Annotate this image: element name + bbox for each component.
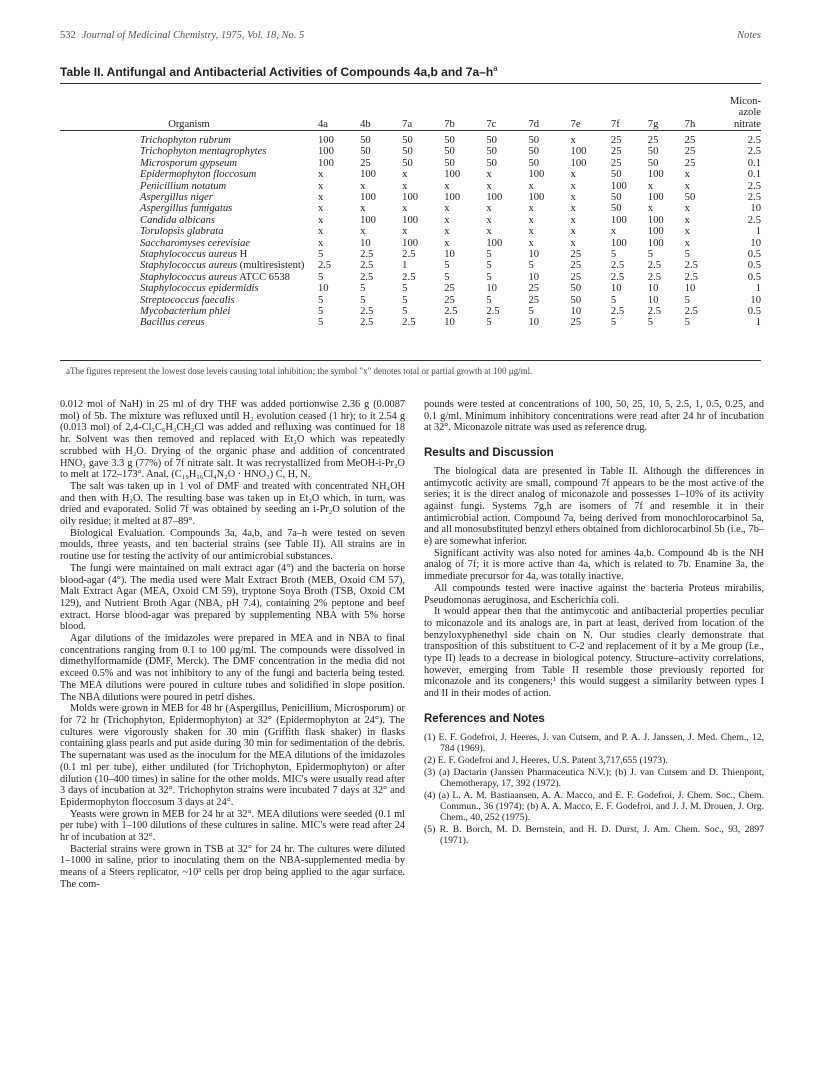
value-cell: x xyxy=(528,226,534,238)
value-cell: 2.5 xyxy=(402,271,416,283)
value-cell: 50 xyxy=(444,135,455,147)
value-cell: 25 xyxy=(684,157,696,169)
table-title: Table II. Antifungal and Antibacterial Activities of Compounds 4a,b and $7a-h^a$ xyxy=(60,64,498,79)
value-cell: x xyxy=(570,203,576,215)
value-cell: x xyxy=(444,203,450,215)
value-cell: x xyxy=(610,226,617,238)
value-cell: 5 xyxy=(444,271,450,283)
column-header-miconazole: Micon- azole nitrate xyxy=(729,95,761,130)
table-top-rule xyxy=(60,83,761,84)
table-bottom-rule xyxy=(60,360,761,361)
value-cell: x xyxy=(486,214,492,226)
value-cell: 50 xyxy=(570,294,582,306)
value-cell: 5 xyxy=(610,294,617,306)
value-cell: 100 xyxy=(570,146,587,158)
organism-cell: Mycobacterium phlei xyxy=(140,305,231,317)
paragraph: The biological data are presented in Table II. Although the differences in antimycotic activity are small, compound 7f appears to be the most active of the series; it is the direct analog of miconazole and possesses 1–10% of its activity against fungi. Systems 7g,h are isomers of 7f and resemble it in their antimicrobial action. Compound 7a, being derived from monochlorocarbinol 5a, and all monosubstituted benzyl ethers obtained from dichlorocarbinol 5b (i.e., 7b–e) are somewhat inferior. xyxy=(424,465,764,548)
value-cell: 50 xyxy=(360,146,371,158)
value-cell: 100 xyxy=(486,192,503,203)
value-cell: 0.5 xyxy=(747,305,761,317)
value-cell: x xyxy=(528,203,534,215)
value-cell: 10 xyxy=(647,294,659,306)
value-cell: 100 xyxy=(647,214,664,226)
value-cell: 5 xyxy=(647,248,654,260)
table-row xyxy=(60,131,761,147)
value-cell: 2.5 xyxy=(747,180,761,192)
value-cell: x xyxy=(402,169,408,181)
table-row xyxy=(60,283,761,294)
organism-cell: Trichophyton rubrum xyxy=(140,135,231,147)
value-cell: 2.5 xyxy=(647,305,662,317)
value-cell: x xyxy=(360,203,366,215)
value-cell: 2.5 xyxy=(444,305,458,317)
value-cell: 10 xyxy=(750,294,761,306)
value-cell: 25 xyxy=(528,283,540,295)
value-cell: 50 xyxy=(528,146,540,158)
value-cell: x xyxy=(570,214,576,226)
value-cell: 2.5 xyxy=(647,271,662,283)
column-header-organism: Organism xyxy=(168,118,210,130)
value-cell: 25 xyxy=(444,294,455,306)
value-cell: 5 xyxy=(317,317,324,329)
column-header-7d: 7d xyxy=(528,118,540,130)
value-cell: 10 xyxy=(360,237,371,249)
value-cell: 25 xyxy=(610,146,622,158)
organism-cell: Staphylococcus epidermidis xyxy=(140,283,259,295)
value-cell: 2.5 xyxy=(647,260,662,272)
organism-cell: Saccharomyses cerevisiae xyxy=(140,237,251,249)
value-cell: 2.5 xyxy=(747,214,761,226)
value-cell: 25 xyxy=(610,135,622,147)
value-cell: 100 xyxy=(570,157,587,169)
value-cell: 50 xyxy=(444,157,455,169)
paragraph: Yeasts were grown in MEB for 24 hr at 32°. MEA dilutions were seeded (0.1 ml per tube) with 1–100 dilutions of these cultures in saline. MIC's were read after 24 hr of incubation at 32°. xyxy=(60,808,405,844)
value-cell: 0.5 xyxy=(747,260,761,272)
value-cell: 50 xyxy=(486,146,497,158)
value-cell: 100 xyxy=(610,214,627,226)
value-cell: 25 xyxy=(444,283,455,295)
organism-cell: Torulopsis glabrata xyxy=(140,226,224,238)
value-cell: 10 xyxy=(317,283,329,295)
journal-name: Journal of Medicinal Chemistry, 1975, Vol. 18, No. 5 xyxy=(81,30,305,41)
value-cell: 100 xyxy=(360,192,376,203)
value-cell: 50 xyxy=(570,283,582,295)
value-cell: 10 xyxy=(528,271,540,283)
value-cell: 10 xyxy=(486,283,497,295)
organism-cell: Streptococcus faecalis xyxy=(140,294,235,306)
value-cell: x xyxy=(402,226,408,238)
value-cell: 100 xyxy=(402,214,419,226)
value-cell: 5 xyxy=(528,305,534,317)
value-cell: 1 xyxy=(755,226,761,238)
value-cell: 2.5 xyxy=(360,305,374,317)
value-cell: 50 xyxy=(444,146,455,158)
organism-cell: Penicillium notatum xyxy=(140,180,227,192)
value-cell: 100 xyxy=(444,192,461,203)
value-cell: x xyxy=(444,214,450,226)
value-cell: x xyxy=(317,203,324,215)
table-row xyxy=(60,238,761,249)
value-cell: x xyxy=(444,226,450,238)
paragraph: Molds were grown in MEB for 48 hr (Aspergillus, Penicillium, Microsporum) or for 72 hr (Trichophyton, Epidermophyton) at 32° (Epidermophyton at 24°). The cultures were vigorously shaken for 30 min (Griffith flask shaker) in flasks containing glass pearls and put aside during 30 min for sedimentation of the debris. The supernatant was used as the inoculum for the MEA dilutions of the imidazoles (0.1 ml per tube), either undiluted (for Trichophyton, Epidermophyton) or after dilution (10–400 times) in saline for the other molds. MIC's were usually read after 3 days of incubation at 32°. Trichophyton strains were incubated 7 days at 32° and Epidermophyton floccosum 3 days at 24°. xyxy=(60,703,405,808)
value-cell: x xyxy=(402,203,408,215)
table-row xyxy=(60,169,761,180)
value-cell: 100 xyxy=(402,237,419,249)
value-cell: 5 xyxy=(444,260,450,272)
value-cell: 50 xyxy=(610,192,622,203)
table-row xyxy=(60,294,761,305)
value-cell: x xyxy=(684,226,690,238)
value-cell: 25 xyxy=(610,157,622,169)
value-cell: 10 xyxy=(684,283,696,295)
value-cell: 50 xyxy=(528,157,540,169)
organism-cell: Microsporum gypseum xyxy=(140,157,237,169)
column-header-7b: 7b xyxy=(444,118,455,130)
value-cell: 100 xyxy=(647,192,664,203)
paragraph: The fungi were maintained on malt extract agar (4°) and the bacteria on horse blood-agar (4°). The media used were Malt Extract Broth (MEB, Oxoid CM 57), Malt Extract Agar (MEA, Oxoid CM 59), tryptone Soya Broth (TSB, Oxoid CM 129), and Nutrient Broth Agar (NBA, pH 7.4), containing 2% peptone and beef extract. Horse blood-agar was prepared by supplementing NBA with 5% horse blood. xyxy=(60,562,405,633)
value-cell: x xyxy=(647,180,654,192)
value-cell: 50 xyxy=(360,135,371,147)
value-cell: 5 xyxy=(402,283,408,295)
value-cell: x xyxy=(317,226,324,238)
value-cell: x xyxy=(317,192,324,203)
value-cell: 100 xyxy=(528,169,545,181)
value-cell: 2.5 xyxy=(610,271,625,283)
value-cell: 2.5 xyxy=(747,192,761,203)
column-header-7e: 7e xyxy=(570,118,581,130)
value-cell: 25 xyxy=(684,146,696,158)
value-cell: 100 xyxy=(317,146,334,158)
value-cell: x xyxy=(402,180,408,192)
value-cell: 2.5 xyxy=(360,271,374,283)
value-cell: 5 xyxy=(317,271,324,283)
column-header-7h: 7h xyxy=(684,118,696,130)
value-cell: 5 xyxy=(684,294,690,306)
value-cell: 50 xyxy=(684,192,696,203)
paragraph: Significant activity was also noted for amines 4a,b. Compound 4b is the NH analog of 7f; it is more active than 4a, which is related to 7b. Enamine 3a, the immediate precursor for 4a, was totally inactive. xyxy=(424,547,764,583)
value-cell: 5 xyxy=(486,294,492,306)
value-cell: 2.5 xyxy=(402,248,416,260)
value-cell: 100 xyxy=(647,169,664,181)
value-cell: 50 xyxy=(528,135,540,147)
reference-item: (5) R. B. Borch, M. D. Bernstein, and H. D. Durst, J. Am. Chem. Soc., 93, 2897 (1971). xyxy=(424,823,764,846)
table-row xyxy=(60,192,761,203)
value-cell: x xyxy=(684,237,690,249)
value-cell: x xyxy=(317,237,324,249)
value-cell: 100 xyxy=(317,157,334,169)
value-cell: 2.5 xyxy=(402,317,416,329)
value-cell: x xyxy=(647,203,654,215)
value-cell: 50 xyxy=(647,146,659,158)
value-cell: 2.5 xyxy=(747,146,761,158)
value-cell: x xyxy=(570,135,576,147)
value-cell: 10 xyxy=(750,237,761,249)
value-cell: 0.1 xyxy=(747,169,761,181)
value-cell: 5 xyxy=(610,248,617,260)
value-cell: 25 xyxy=(360,157,371,169)
value-cell: x xyxy=(684,203,690,215)
table-footnote: aThe figures represent the lowest dose levels causing total inhibition; the symbol "x" denotes total or partial growth at 100 μg/ml. xyxy=(66,366,533,376)
value-cell: 25 xyxy=(684,135,696,147)
value-cell: 2.5 xyxy=(360,260,374,272)
value-cell: 10 xyxy=(647,283,659,295)
table-row xyxy=(60,158,761,169)
reference-item: (3) (a) Dactarin (Janssen Pharmaceutica N.V.); (b) J. van Cutsem and D. Thienpont, Chemotherapy, 17, 392 (1972). xyxy=(424,766,764,789)
value-cell: 10 xyxy=(750,203,761,215)
column-header-7f: 7f xyxy=(610,118,620,130)
value-cell: 50 xyxy=(610,203,622,215)
value-cell: 10 xyxy=(570,305,582,317)
value-cell: 5 xyxy=(610,317,617,329)
value-cell: 25 xyxy=(570,260,582,272)
value-cell: 50 xyxy=(402,146,413,158)
value-cell: x xyxy=(570,180,576,192)
column-header-7c: 7c xyxy=(486,118,497,130)
table-title-footnote-mark: a xyxy=(493,64,498,73)
value-cell: 5 xyxy=(317,294,324,306)
value-cell: 100 xyxy=(528,192,545,203)
value-cell: 100 xyxy=(360,214,376,226)
value-cell: 100 xyxy=(647,226,664,238)
value-cell: 50 xyxy=(402,157,413,169)
value-cell: 0.5 xyxy=(747,271,761,283)
value-cell: x xyxy=(528,214,534,226)
paragraph: 0.012 mol of NaH) in 25 ml of dry THF was added portionwise 2.36 g (0.0087 mol) of 5b. The mixture was refluxed until H₂ evolution ceased (1 hr); to it 2.54 g (0.013 mol) of 2,4-Cl₂C₆H₃CH₂Cl was added and refluxing was continued for 18 hr. Solvent was then removed and replaced with Et₂O which was repeatedly scrubbed with H₂O. Drying of the organic phase and addition of concentrated HNO₃ gave 3.3 g (77%) of 7f nitrate salt. It was recrystallized from MeOH-i-Pr₂O to melt at 172–173°. Anal. (C₁₉H₁₆Cl₄N₂O · HNO₃) C, H, N. xyxy=(60,399,405,481)
paragraph: Biological Evaluation. Compounds 3a, 4a,b, and 7a–h were tested on seven moulds, three yeasts, and ten bacterial strains (see Table II). All strains are in routine use for testing the activity of our antimicrobial substances. xyxy=(60,527,405,563)
value-cell: 5 xyxy=(317,248,324,260)
activity-table xyxy=(60,86,761,329)
paragraph: Bacterial strains were grown in TSB at 32° for 24 hr. The cultures were diluted 1–1000 in saline, prior to inoculating them on the NBA-supplemented media by means of a Steers replicator, ~10³ cells per drop being applied to the agar surface. The com- xyxy=(60,843,405,890)
organism-cell: Bacillus cereus xyxy=(140,317,205,329)
references-heading: References and Notes xyxy=(424,712,545,725)
value-cell: 5 xyxy=(684,317,690,329)
left-text-column xyxy=(60,399,405,891)
value-cell: x xyxy=(444,237,450,249)
value-cell: x xyxy=(528,180,534,192)
value-cell: 100 xyxy=(317,135,334,147)
value-cell: x xyxy=(570,192,576,203)
reference-item: (2) E. F. Godefroi and J. Heeres, U.S. Patent 3,717,655 (1973). xyxy=(424,754,668,766)
value-cell: 5 xyxy=(486,260,492,272)
column-header-7a: 7a xyxy=(402,118,413,130)
table-row xyxy=(60,306,761,317)
table-row xyxy=(60,226,761,237)
table-row xyxy=(60,146,761,157)
value-cell: 25 xyxy=(570,248,582,260)
value-cell: 50 xyxy=(486,157,497,169)
reference-item: (4) (a) L. A. M. Bastiaansen, A. A. Macco, and E. F. Godefroi, J. Chem. Soc., Chem. Commun., 36 (1974); (b) A. A. Macco, E. F. Godefroi, and J. J. M. Drouen, J. Org. Chem., 40, 252 (1975). xyxy=(424,789,764,823)
value-cell: 25 xyxy=(528,294,540,306)
value-cell: 10 xyxy=(610,283,622,295)
value-cell: 2.5 xyxy=(486,305,500,317)
organism-cell: Aspergillus fumigatus xyxy=(140,203,233,215)
value-cell: x xyxy=(528,237,534,249)
table-row xyxy=(60,260,761,271)
value-cell: 5 xyxy=(360,294,366,306)
column-header-7g: 7g xyxy=(647,118,659,130)
value-cell: 1 xyxy=(755,317,761,329)
value-cell: x xyxy=(317,180,324,192)
value-cell: x xyxy=(570,226,576,238)
value-cell: 1 xyxy=(402,260,408,272)
value-cell: 5 xyxy=(486,271,492,283)
table-row xyxy=(60,272,761,283)
value-cell: 5 xyxy=(528,260,534,272)
reference-list xyxy=(424,732,764,846)
paragraph: All compounds tested were inactive against the bacteria Proteus mirabilis, Pseudomonas aeruginosa, and Escherichia coli. xyxy=(424,582,764,606)
value-cell: 50 xyxy=(402,135,413,147)
table-row xyxy=(60,181,761,192)
value-cell: x xyxy=(486,180,492,192)
value-cell: 0.1 xyxy=(747,157,761,169)
table-header-row xyxy=(60,86,761,131)
paragraph: The salt was taken up in 1 vol of DMF and treated with concentrated NH₄OH and then with H₂O. The resulting base was taken up in Et₂O which, in turn, was dried and evaporated. Solid 7f was obtained by seeding an i-Pr₂O solution of the oily residue; it melted at 87–89°. xyxy=(60,480,405,528)
organism-cell: Staphylococcus aureus (multiresistent) xyxy=(140,260,305,272)
value-cell: 2.5 xyxy=(747,135,761,147)
value-cell: 100 xyxy=(647,237,664,249)
value-cell: 2.5 xyxy=(684,305,698,317)
value-cell: 0.5 xyxy=(747,248,761,260)
value-cell: 2.5 xyxy=(684,271,698,283)
page-number: 532 xyxy=(60,30,76,41)
value-cell: 10 xyxy=(528,248,540,260)
organism-cell: Epidermophyton floccosum xyxy=(140,169,257,181)
value-cell: 5 xyxy=(647,317,654,329)
value-cell: x xyxy=(684,214,690,226)
value-cell: 1 xyxy=(755,283,761,295)
value-cell: 2.5 xyxy=(684,260,698,272)
value-cell: 2.5 xyxy=(360,248,374,260)
running-header xyxy=(60,30,761,44)
results-heading: Results and Discussion xyxy=(424,447,554,460)
value-cell: x xyxy=(360,180,366,192)
organism-cell: Candida albicans xyxy=(140,214,216,226)
value-cell: x xyxy=(486,226,492,238)
value-cell: 2.5 xyxy=(610,260,625,272)
value-cell: 10 xyxy=(528,317,540,329)
right-text-column xyxy=(424,399,764,847)
value-cell: 2.5 xyxy=(317,260,332,272)
value-cell: 5 xyxy=(486,317,492,329)
table-body xyxy=(60,131,761,329)
value-cell: 2.5 xyxy=(360,317,374,329)
value-cell: 50 xyxy=(647,157,659,169)
value-cell: 25 xyxy=(570,317,582,329)
reference-item: (1) E. F. Godefroi, J. Heeres, J. van Cutsem, and P. A. J. Janssen, J. Med. Chem., 12, 784 (1969). xyxy=(424,731,764,754)
value-cell: 25 xyxy=(647,135,659,147)
value-cell: x xyxy=(684,180,690,192)
organism-cell: Staphylococcus aureus H xyxy=(140,248,248,260)
value-cell: 100 xyxy=(486,237,503,249)
value-cell: 5 xyxy=(486,248,492,260)
value-cell: x xyxy=(570,237,576,249)
value-cell: x xyxy=(317,214,324,226)
value-cell: 100 xyxy=(444,169,461,181)
value-cell: x xyxy=(360,226,366,238)
value-cell: 100 xyxy=(610,180,627,192)
value-cell: x xyxy=(486,169,492,181)
paragraph: pounds were tested at concentrations of 100, 50, 25, 10, 5, 2.5, 1, 0.5, 0.25, and 0.1 g/ml. Minimum inhibitory concentrations were read after 24 hr of incubation at 32°. Miconazole nitrate was used as reference drug. xyxy=(424,399,764,434)
value-cell: 5 xyxy=(684,248,690,260)
value-cell: 2.5 xyxy=(610,305,625,317)
table-row xyxy=(60,317,761,328)
section-label: Notes xyxy=(737,30,761,41)
value-cell: x xyxy=(317,169,324,181)
paragraph: Agar dilutions of the imidazoles were prepared in MEA and in NBA to final concentrations ranging from 0.1 to 100 μg/ml. The compounds were dissolved in dimethylformamide (DMF, Merck). The DMF concentration in the media did not exceed 0.5% and was not inhibitory to any of the fungi and bacteria being tested. The MEA dilutions were poured in culture tubes and solidified in slope position. The NBA dilutions were poured in petri dishes. xyxy=(60,633,405,703)
table-row xyxy=(60,249,761,260)
table-row xyxy=(60,215,761,226)
value-cell: 5 xyxy=(360,283,366,295)
value-cell: 10 xyxy=(444,248,455,260)
value-cell: x xyxy=(570,169,576,181)
organism-cell: Aspergillus niger xyxy=(140,192,213,203)
column-header-4b: 4b xyxy=(360,118,371,130)
value-cell: 50 xyxy=(610,169,622,181)
value-cell: 5 xyxy=(402,305,408,317)
value-cell: 25 xyxy=(570,271,582,283)
value-cell: x xyxy=(444,180,450,192)
value-cell: 100 xyxy=(402,192,419,203)
value-cell: 100 xyxy=(610,237,627,249)
value-cell: 5 xyxy=(402,294,408,306)
value-cell: x xyxy=(684,169,690,181)
paragraph: It would appear then that the antimycotic and antibacterial properties peculiar to miconazole and its analogs are, in part at least, derived from location of the benzyloxyphenethyl side chain on N. Our studies clearly demonstrate that transposition of this substituent to C-2 and replacement of it by a Me group (i.e., type II) leads to a decrease in biological potency. Structure–activity correlations, however, emerging from Table II resemble those previously reported for miconazole and its congeners;¹ this would suggest a similarity between types I and II in their modes of action. xyxy=(424,606,764,700)
organism-cell: Trichophyton mentagrophytes xyxy=(140,146,267,158)
organism-cell: Staphylococcus aureus ATCC 6538 xyxy=(140,271,290,283)
column-header-4a: 4a xyxy=(317,118,328,130)
value-cell: 5 xyxy=(317,305,324,317)
value-cell: 10 xyxy=(444,317,455,329)
table-row xyxy=(60,203,761,214)
value-cell: 50 xyxy=(486,135,497,147)
value-cell: x xyxy=(486,203,492,215)
value-cell: 100 xyxy=(360,169,376,181)
